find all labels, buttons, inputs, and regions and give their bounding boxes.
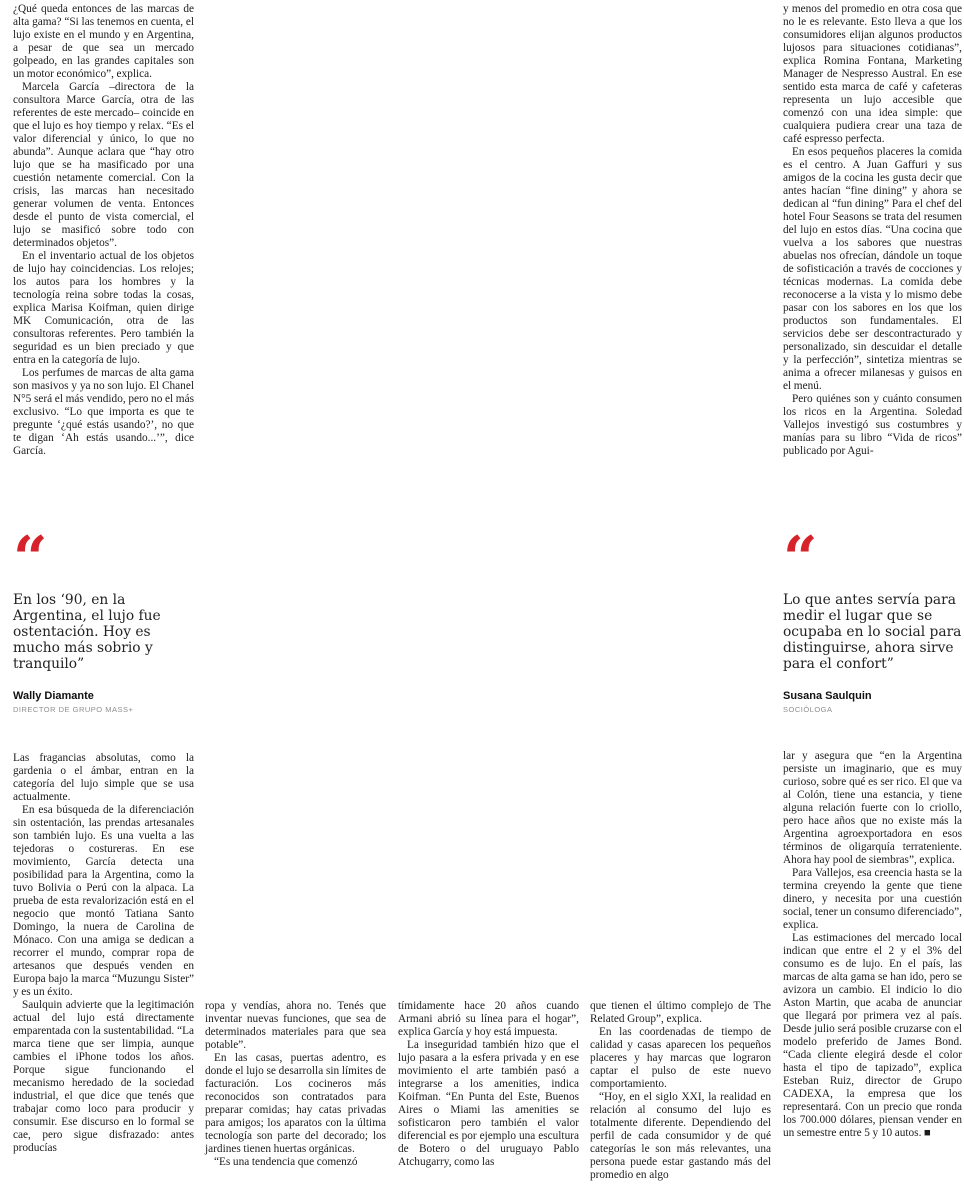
article-column-4 xyxy=(590,1000,771,1182)
pull-quote-text: Lo que antes servía para medir el lugar que se ocupaba en lo social para distinguirse, ahora sirve para el confort” xyxy=(783,592,962,672)
article-column-1-top xyxy=(13,3,194,458)
quote-icon: “ xyxy=(13,524,43,594)
article-paragraph: Saulquin advierte que la legitimación actual del lujo está directamente emparentada con la sustentabilidad. “La marca tiene que ser limpia, aunque cambies el iPhone todos los años. Porque sigue funcionando el mecanismo heredado de la sociedad industrial, el que dice que tenés que trabajar como loco para producir y consumir. Ese discurso en lo formal se cae, pero sigue disfrazado: antes producías xyxy=(13,999,194,1154)
article-paragraph: tímidamente hace 20 años cuando Armani abrió su línea para el hogar”, explica García y hoy está impuesta. xyxy=(398,1000,579,1038)
article-paragraph: Marcela García –directora de la consultora Marce García, otra de las referentes de este mercado– coincide en que el lujo es hoy tiempo y relax. “Es el valor diferencial y único, lo que no abunda”. Aunque aclara que “hay otro lujo que se ha masificado por una cuestión netamente comercial. Con la crisis, las marcas han necesitado generar volumen de venta. Entonces desde el punto de vista comercial, el lujo se masificó sobre todo con determinados objetos”. xyxy=(13,81,194,249)
pull-quote-role: DIRECTOR DE GRUPO MASS+ xyxy=(13,705,134,714)
pull-quote-2 xyxy=(783,524,962,714)
article-paragraph: En esos pequeños placeres la comida es el centro. A Juan Gaffuri y sus amigos de la cocina les gusta decir que antes hacían “fine dining” y ahora se dedican al “fun dining” Para el chef del hotel Four Seasons se trata del resumen del lujo en estos días. “Una cocina que vuelva a los sabores que nuestras abuelas nos ofrecían, dándole un toque de sofisticación a través de cocciones y técnicas modernas. La comida debe reconocerse a la vista y lo mismo debe pasar con los sabores en los que los productos son fundamentales. El servicios debe ser descontracturado y personalizado, sin descuidar el detalle y la perfección”, sintetiza mientras se anima a ofrecer milanesas y guisos en el menú. xyxy=(783,146,962,392)
article-paragraph: y menos del promedio en otra cosa que no le es relevante. Esto lleva a que los consumidores elijan algunos productos lujosos para situaciones cotidianas”, explica Romina Fontana, Marketing Manager de Nespresso Austral. En ese sentido esta marca de café y cafeteras representa un lujo accesible que comenzó con una idea simple: que cualquiera pudiera crear una taza de café espresso perfecta. xyxy=(783,3,962,145)
article-paragraph: “Es una tendencia que comenzó xyxy=(214,1156,358,1168)
article-paragraph: En las casas, puertas adentro, es donde el lujo se desarrolla sin límites de facturación. Los cocineros más reconocidos son contratados para preparar comidas; hay catas privadas para amigos; los aparatos con la última tecnología son parte del decorado; los jardines tienen huertas orgánicas. xyxy=(205,1052,386,1155)
pull-quote-1 xyxy=(13,524,194,714)
pull-quote-author: Wally Diamante xyxy=(13,690,94,702)
article-column-5-bottom xyxy=(783,750,962,1140)
article-paragraph: ropa y vendías, ahora no. Tenés que inventar nuevas funciones, que sea de determinados materiales para que sea potable”. xyxy=(205,1000,386,1051)
article-paragraph: En esa búsqueda de la diferenciación sin ostentación, las prendas artesanales son también lujo. Es una vuelta a las tejedoras o costureras. En ese movimiento, García detecta una posibilidad para la Argentina, como la tuvo Bolivia o Perú con la alpaca. La prueba de esta revalorización está en el negocio que montó Tatiana Santo Domingo, la nuera de Carolina de Mónaco. Con una amiga se dedican a recorrer el mundo, comprar ropa de artesanos que después venden en Europa bajo la marca “Muzungu Sister” y es un éxito. xyxy=(13,804,194,998)
article-column-1-bottom xyxy=(13,752,194,1155)
article-paragraph: Las fragancias absolutas, como la gardenia o el ámbar, entran en la categoría del lujo simple que se usa actualmente. xyxy=(13,752,194,803)
article-paragraph: En el inventario actual de los objetos de lujo hay coincidencias. Los relojes; los autos para los hombres y la tecnología reina sobre todas la cosas, explica Marisa Koifman, quien dirige MK Comunicación, otra de las consultoras referentes. Pero también la seguridad es un bien preciado y que entra en la categoría de lujo. xyxy=(13,250,194,366)
article-paragraph: En las coordenadas de tiempo de calidad y casas aparecen los pequeños placeres y hay marcas que lograron captar el pulso de este nuevo comportamiento. xyxy=(590,1026,771,1090)
pull-quote-text: En los ‘90, en la Argentina, el lujo fue ostentación. Hoy es mucho más sobrio y tranquilo” xyxy=(13,592,161,672)
article-paragraph: ¿Qué queda entonces de las marcas de alta gama? “Si las tenemos en cuenta, el lujo existe en el mundo y en Argentina, a pesar de que sea un mercado golpeado, en las grandes capitales son un motor económico”, explica. xyxy=(13,3,194,80)
article-paragraph: Las estimaciones del mercado local indican que entre el 2 y el 3% del consumo es de lujo. En el país, las marcas de alta gama se han ido, pero se avizora un cambio. El indicio lo dio Aston Martin, que acaba de anunciar que llegará por primera vez al país. Desde julio será posible cruzarse con el modelo preferido de James Bond. “Cada cliente elegirá desde el color hasta el tipo de tapizado”, explica Esteban Ruiz, director de Grupo CADEXA, la empresa que los representará. Con un precio que ronda los 700.000 dólares, piensan vender en un semestre entre 5 y 10 autos. ■ xyxy=(783,932,962,1139)
article-paragraph: lar y asegura que “en la Argentina persiste un imaginario, que es muy curioso, sobre qué es ser rico. El que va al Colón, tiene una estancia, y tiene alguna relación fuerte con lo criollo, pero hace años que no existe más la Argentina agroexportadora en esos términos de oligarquía terrateniente. Ahora hay pool de siembras”, explica. xyxy=(783,750,962,866)
pull-quote-author: Susana Saulquin xyxy=(783,690,872,702)
article-paragraph: “Hoy, en el siglo XXI, la realidad en relación al consumo del lujo es totalmente diferente. Dependiendo del perfil de cada consumidor y de qué categorías le son más relevantes, una persona puede estar gastando más del promedio en algo xyxy=(590,1091,771,1181)
quote-icon: “ xyxy=(783,524,813,594)
article-column-3 xyxy=(398,1000,579,1169)
article-column-5-top xyxy=(783,3,962,458)
pull-quote-role: SOCIÓLOGA xyxy=(783,705,833,714)
article-paragraph: Pero quiénes son y cuánto consumen los ricos en la Argentina. Soledad Vallejos investigó sus costumbres y manías para su libro “Vida de ricos” publicado por Agui- xyxy=(783,393,962,457)
article-paragraph: que tienen el último complejo de The Related Group”, explica. xyxy=(590,1000,771,1025)
article-paragraph: Para Vallejos, esa creencia hasta se la termina creyendo la gente que tiene dinero, y necesita por una cuestión social, tener un consumo diferenciado”, explica. xyxy=(783,867,962,931)
article-paragraph: La inseguridad también hizo que el lujo pasara a la esfera privada y en ese movimiento el arte también pasó a integrarse a los amenities, indica Koifman. “En Punta del Este, Buenos Aires o Miami las amenities se sofisticaron pero también el valor diferencial es por ejemplo una escultura de Botero o del uruguayo Pablo Atchugarry, como las xyxy=(398,1039,579,1168)
article-paragraph: Los perfumes de marcas de alta gama son masivos y ya no son lujo. El Chanel N°5 será el más vendido, pero no el más exclusivo. “Lo que importa es que te pregunte ‘¿qué estás usando?’, no que te digan ‘Ah estás usando...’”, dice García. xyxy=(13,367,194,457)
article-column-2 xyxy=(205,1000,386,1169)
